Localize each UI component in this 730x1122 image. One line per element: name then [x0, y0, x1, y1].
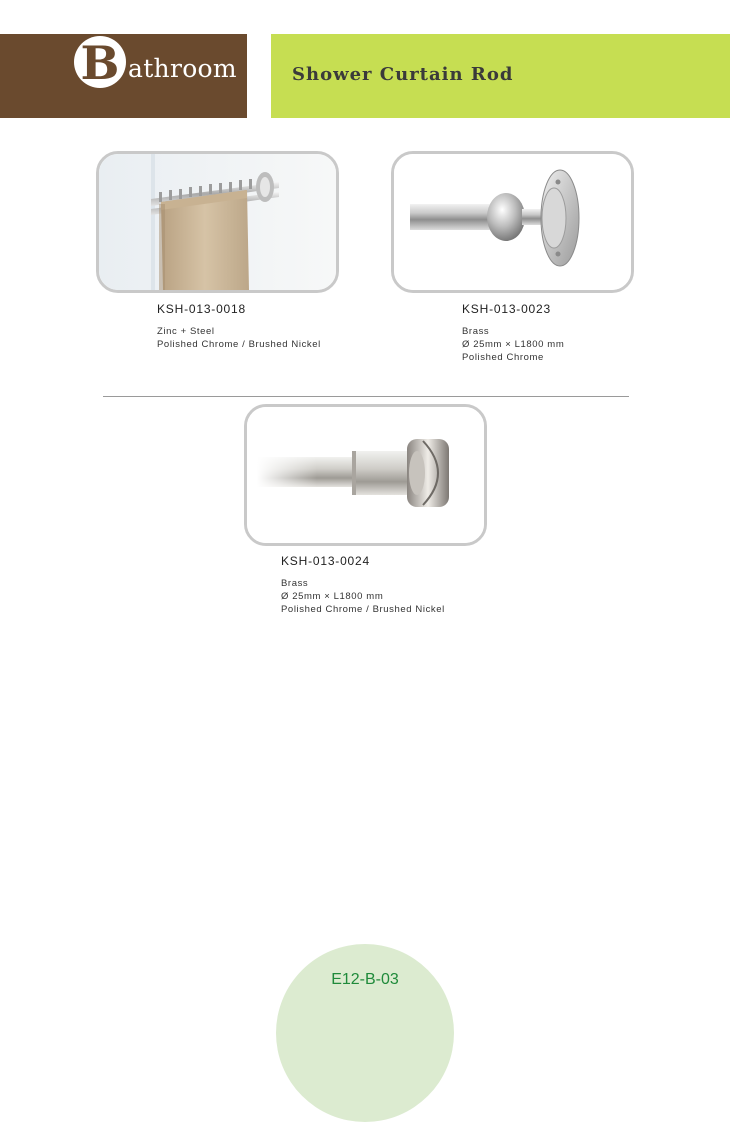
product-code: KSH-013-0024: [281, 554, 370, 568]
spec-line: Brass: [281, 578, 309, 589]
satin-rod-photo: [247, 407, 484, 543]
page-title: Shower Curtain Rod: [292, 64, 514, 85]
page-code: E12-B-03: [331, 971, 399, 988]
spec-line: Polished Chrome / Brushed Nickel: [157, 339, 321, 350]
brand-word: athroom: [128, 54, 237, 83]
product-image-2: [391, 151, 634, 293]
product-specs: [157, 325, 321, 351]
product-specs: [281, 577, 445, 616]
spec-line: Zinc + Steel: [157, 326, 215, 337]
brand-initial: B: [80, 36, 120, 90]
spec-line: Polished Chrome / Brushed Nickel: [281, 604, 445, 615]
spec-line: Ø 25mm × L1800 mm: [462, 339, 565, 350]
product-code: KSH-013-0023: [462, 302, 551, 316]
title-block: [271, 34, 730, 118]
product-specs: [462, 325, 564, 364]
spec-line: Polished Chrome: [462, 352, 544, 363]
towel-rod-photo: [99, 154, 336, 290]
product-image-1: [96, 151, 339, 293]
chrome-rod-photo: [394, 154, 631, 290]
section-divider: [103, 396, 629, 397]
product-image-3: [244, 404, 487, 546]
product-code: KSH-013-0018: [157, 302, 246, 316]
spec-line: Brass: [462, 326, 490, 337]
spec-line: Ø 25mm × L1800 mm: [281, 591, 384, 602]
